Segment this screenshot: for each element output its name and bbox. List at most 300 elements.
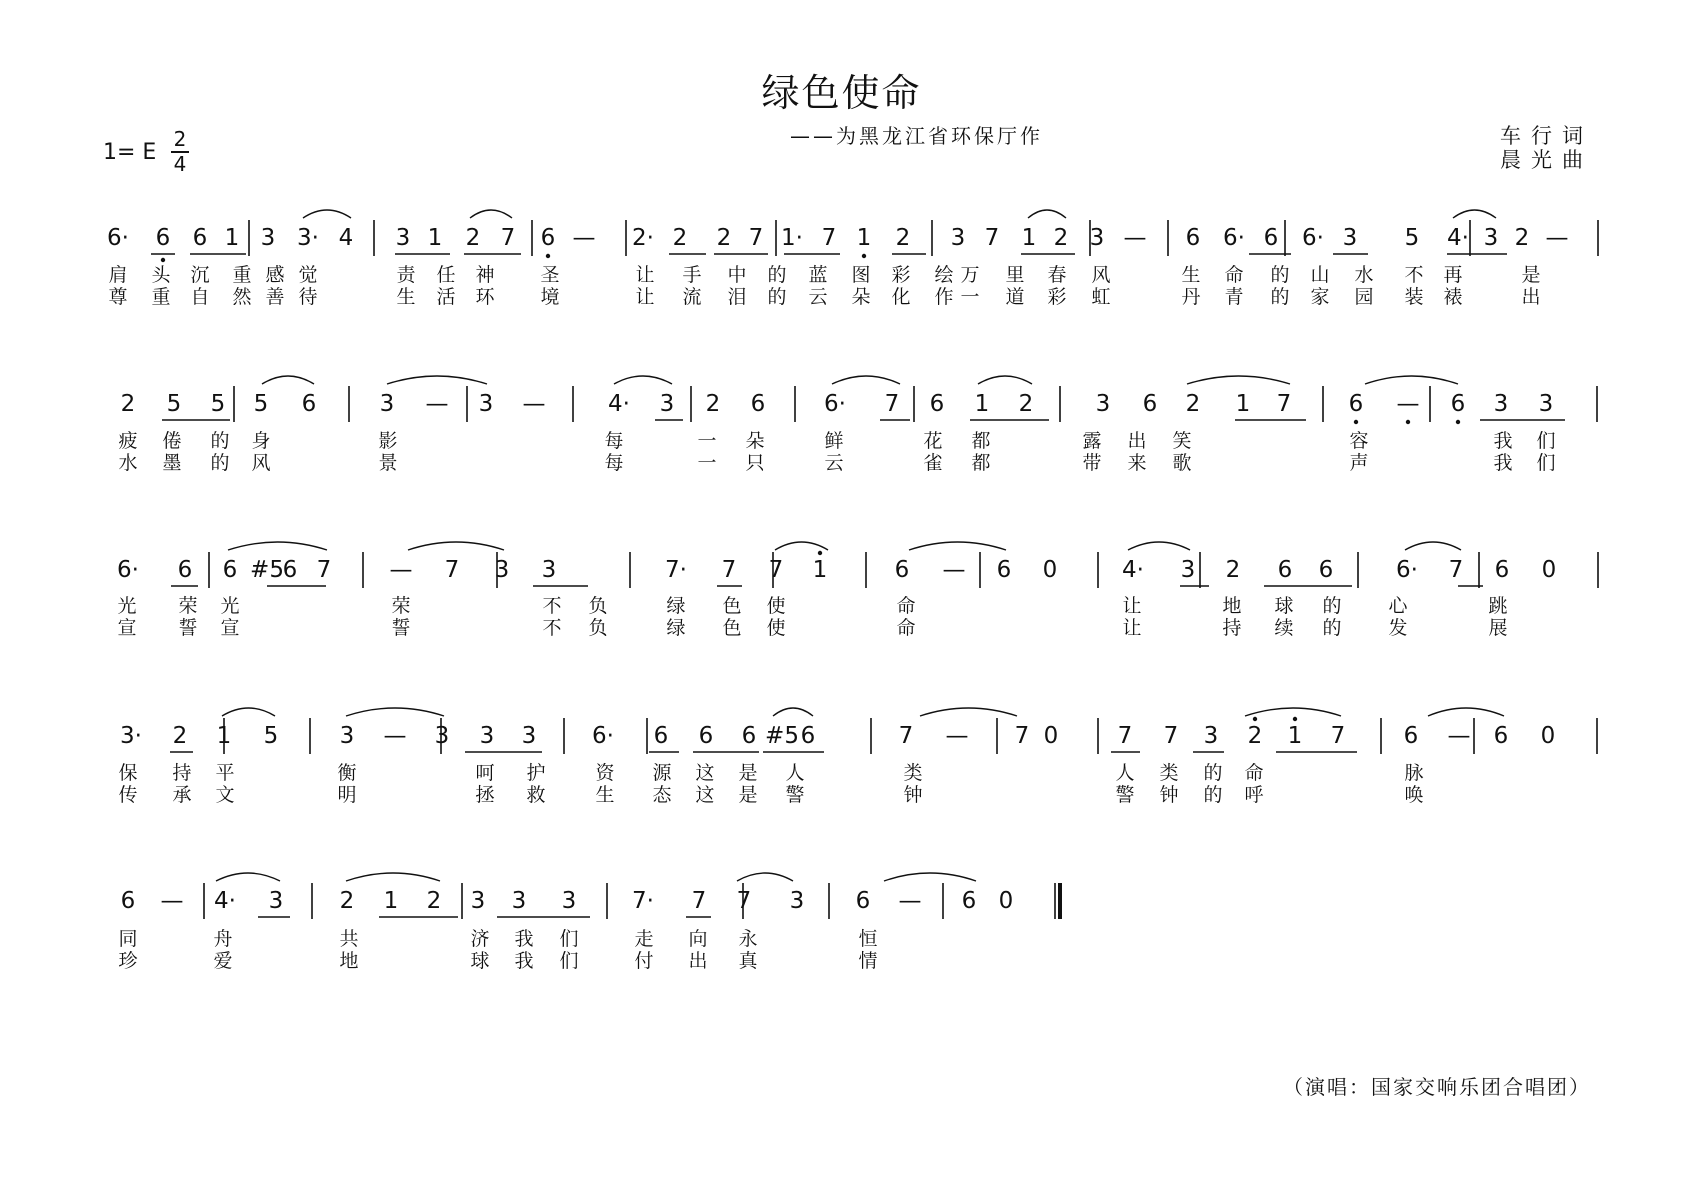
lyric-verse1: 每	[604, 430, 624, 452]
score-note: 6·	[107, 225, 129, 251]
lyric-verse1: 荣	[178, 595, 198, 617]
song-title: 绿色使命	[761, 71, 922, 115]
lyric-verse2: 虹	[1091, 286, 1111, 308]
score-note: 7	[1014, 723, 1030, 749]
slur	[920, 708, 1017, 716]
score-note: 1	[974, 391, 990, 417]
score-note: 7	[444, 557, 460, 583]
lyric-verse2: 誓	[391, 617, 411, 639]
score-note: 7	[1276, 391, 1292, 417]
slur	[1428, 708, 1504, 716]
score-note: 1	[812, 557, 828, 583]
lyric-verse1: 一	[697, 430, 717, 452]
score-note: 0	[1043, 723, 1059, 749]
score-note: 2	[465, 225, 481, 251]
score-note: 6	[155, 225, 171, 251]
lyric-verse1: 笑	[1172, 430, 1192, 452]
score-note: 2	[1053, 225, 1069, 251]
lyric-verse2: 出	[1521, 286, 1541, 308]
score-note: 3	[1483, 225, 1499, 251]
score-note: 6·	[592, 723, 614, 749]
score-note: 3	[1342, 225, 1358, 251]
lyric-verse2: 钟	[903, 784, 923, 806]
lyric-verse2: 的	[210, 452, 230, 474]
lyric-verse2: 尊	[108, 286, 128, 308]
lyric-verse1: 人	[1115, 762, 1135, 784]
score-note: 3	[268, 888, 284, 914]
lyric-verse1: 心	[1388, 595, 1408, 617]
lyric-verse2: 续	[1274, 617, 1294, 639]
lyric-verse1: 同	[118, 928, 138, 950]
slur	[1187, 376, 1290, 384]
lyric-verse2: 泪	[727, 286, 747, 308]
score-note: 3	[561, 888, 577, 914]
score-note: 6·	[1302, 225, 1324, 251]
lyric-verse2: 承	[172, 784, 192, 806]
slur	[832, 376, 900, 384]
slur	[228, 542, 327, 550]
score-note: 2	[1018, 391, 1034, 417]
score-note: 3	[1089, 225, 1105, 251]
score-note: 3	[659, 391, 675, 417]
lyric-verse2: 每	[604, 452, 624, 474]
lyric-verse2: 都	[971, 452, 991, 474]
slur	[216, 873, 280, 881]
lyric-verse1: 命	[896, 595, 916, 617]
lyric-verse1: 沉	[190, 264, 210, 286]
lyric-verse1: 保	[118, 762, 138, 784]
lyric-verse2: 负	[588, 617, 608, 639]
lyric-verse2: 球	[470, 950, 490, 972]
lyric-verse1: 疲	[118, 430, 138, 452]
score-note: 3	[339, 723, 355, 749]
lyric-verse1: 我	[514, 928, 534, 950]
lyric-verse1: 彩	[891, 264, 911, 286]
score-note: 7	[316, 557, 332, 583]
lyric-verse2: 雀	[923, 452, 943, 474]
slur	[222, 708, 275, 716]
score-note: 7	[736, 888, 752, 914]
score-note: 4·	[1447, 225, 1469, 251]
lyric-verse2: 让	[635, 286, 655, 308]
score-note: 2	[672, 225, 688, 251]
score-note: 2	[705, 391, 721, 417]
lyric-verse2: 们	[559, 950, 579, 972]
lyric-verse2: 地	[339, 950, 359, 972]
lyric-verse1: 是	[738, 762, 758, 784]
score-note: 0	[1541, 557, 1557, 583]
lyric-verse2: 让	[1122, 617, 1142, 639]
score-note: 7·	[665, 557, 687, 583]
score-note: 5	[166, 391, 182, 417]
high-octave-dot	[1253, 717, 1257, 721]
slur	[909, 542, 1006, 550]
lyric-verse1: 的	[1270, 264, 1290, 286]
lyric-verse2: 呼	[1244, 784, 1264, 806]
low-octave-dot	[161, 258, 165, 262]
score-note: —	[383, 723, 407, 749]
score-note: 1	[224, 225, 240, 251]
score-note: 6	[996, 557, 1012, 583]
lyric-verse1: 图	[851, 264, 871, 286]
lyric-verse1: 护	[526, 762, 546, 784]
lyric-verse2: 丹	[1181, 286, 1201, 308]
lyric-verse1: 让	[635, 264, 655, 286]
lyric-verse1: 不	[1404, 264, 1424, 286]
score-note: 3	[478, 391, 494, 417]
lyric-verse1: 花	[923, 430, 943, 452]
score-note: 6	[653, 723, 669, 749]
lyric-verse2: 墨	[162, 452, 182, 474]
score-note: 2	[1225, 557, 1241, 583]
score-note: 3·	[120, 723, 142, 749]
score-note: 7	[821, 225, 837, 251]
slur	[387, 376, 487, 384]
lyric-verse2: 歌	[1172, 452, 1192, 474]
lyric-verse2: 明	[337, 784, 357, 806]
score-note: 6	[1142, 391, 1158, 417]
lyric-verse2: 宣	[220, 617, 240, 639]
lyric-verse2: 景	[378, 452, 398, 474]
lyric-verse1: 肩	[108, 264, 128, 286]
lyric-verse1: 光	[220, 595, 240, 617]
lyric-verse1: 命	[1244, 762, 1264, 784]
lyric-verse2: 一	[960, 286, 980, 308]
lyric-verse1: 露	[1082, 430, 1102, 452]
lyric-verse2: 持	[1222, 617, 1242, 639]
lyric-verse1: 中	[727, 264, 747, 286]
score-note: 3	[395, 225, 411, 251]
lyric-verse2: 来	[1127, 452, 1147, 474]
lyric-verse2: 然	[232, 286, 252, 308]
lyric-verse2: 拯	[475, 784, 495, 806]
lyric-verse1: 向	[688, 928, 708, 950]
lyric-verse2: 裱	[1443, 286, 1463, 308]
lyric-verse1: 手	[682, 264, 702, 286]
lyric-verse1: 使	[766, 595, 786, 617]
lyric-verse2: 真	[738, 950, 758, 972]
lyric-verse1: 绿	[666, 595, 686, 617]
lyric-verse2: 唤	[1404, 784, 1424, 806]
score-note: 0	[998, 888, 1014, 914]
low-octave-dot	[1354, 420, 1358, 424]
low-octave-dot	[1456, 420, 1460, 424]
score-note: 3	[479, 723, 495, 749]
score-note: 3	[470, 888, 486, 914]
score-note: 6	[1494, 557, 1510, 583]
lyric-verse2: 们	[1536, 452, 1556, 474]
lyric-verse2: 流	[682, 286, 702, 308]
score-note: 3	[950, 225, 966, 251]
lyric-verse2: 发	[1388, 617, 1408, 639]
lyric-verse2: 道	[1005, 286, 1025, 308]
lyric-verse2: 只	[745, 452, 765, 474]
score-note: 6	[961, 888, 977, 914]
lyric-verse1: 资	[595, 762, 615, 784]
score-note: 3	[1095, 391, 1111, 417]
lyric-verse2: 付	[634, 950, 654, 972]
lyric-verse1: 出	[1127, 430, 1147, 452]
lyric-verse1: 走	[634, 928, 654, 950]
key-signature: 1= E	[103, 140, 157, 165]
score-note: 2	[120, 391, 136, 417]
lyric-verse1: 觉	[298, 264, 318, 286]
slur	[978, 376, 1032, 384]
lyric-verse2: 带	[1082, 452, 1102, 474]
lyric-verse1: 水	[1354, 264, 1374, 286]
lyric-verse1: 的	[767, 264, 787, 286]
lyric-verse1: 倦	[162, 430, 182, 452]
score-note: 1·	[781, 225, 803, 251]
lyric-verse2: 的	[767, 286, 787, 308]
lyric-verse2: 风	[251, 452, 271, 474]
lyric-verse1: 容	[1349, 430, 1369, 452]
lyric-verse2: 水	[118, 452, 138, 474]
lyric-verse2: 我	[1493, 452, 1513, 474]
score-note: 6·	[824, 391, 846, 417]
score-note: 2	[172, 723, 188, 749]
lyric-verse2: 文	[215, 784, 235, 806]
score-note: 1	[383, 888, 399, 914]
slur	[303, 210, 351, 218]
lyric-verse2: 活	[436, 286, 456, 308]
lyric-verse1: 责	[396, 264, 416, 286]
slur	[1128, 542, 1190, 550]
score-note: 7	[898, 723, 914, 749]
lyric-verse1: 这	[695, 762, 715, 784]
score-note: —	[1545, 225, 1569, 251]
lyric-verse2: 警	[1115, 784, 1135, 806]
score-note: 7	[1163, 723, 1179, 749]
lyric-verse1: 济	[470, 928, 490, 950]
score-note: 6	[1277, 557, 1293, 583]
score-note: 7	[721, 557, 737, 583]
score-note: 2	[1247, 723, 1263, 749]
lyric-verse1: 的	[210, 430, 230, 452]
lyric-verse2: 朵	[851, 286, 871, 308]
lyric-verse1: 朵	[745, 430, 765, 452]
lyric-verse2: 化	[891, 286, 911, 308]
score-note: 3	[434, 723, 450, 749]
score-note: —	[945, 723, 969, 749]
lyric-verse2: 的	[1270, 286, 1290, 308]
lyric-verse1: 风	[1091, 264, 1111, 286]
lyric-verse1: 恒	[858, 928, 878, 950]
song-subtitle: ——为黑龙江省环保厅作	[790, 124, 1043, 148]
lyric-verse1: 命	[1224, 264, 1244, 286]
score-note: 7	[1330, 723, 1346, 749]
score-note: —	[389, 557, 413, 583]
lyric-verse2: 善	[265, 286, 285, 308]
lyric-verse2: 态	[652, 784, 672, 806]
lyricist-credit: 车行词	[1500, 124, 1593, 148]
lyric-verse1: 万	[960, 264, 980, 286]
score-note: 2	[1514, 225, 1530, 251]
lyric-verse1: 蓝	[808, 264, 828, 286]
score-note: 6	[1263, 225, 1279, 251]
slur	[346, 873, 440, 881]
score-note: 3	[521, 723, 537, 749]
lyric-verse2: 待	[298, 286, 318, 308]
score-note: 3	[511, 888, 527, 914]
score-note: —	[160, 888, 184, 914]
lyric-verse2: 园	[1354, 286, 1374, 308]
lyric-verse1: 荣	[391, 595, 411, 617]
score-note: 6	[894, 557, 910, 583]
lyric-verse1: 衡	[337, 762, 357, 784]
lyric-verse1: 都	[971, 430, 991, 452]
lyric-verse1: 们	[1536, 430, 1556, 452]
lyric-verse1: 神	[475, 264, 495, 286]
score-note: 6	[177, 557, 193, 583]
score-note: —	[1396, 391, 1420, 417]
score-note: 6	[1348, 391, 1364, 417]
lyric-verse2: 生	[396, 286, 416, 308]
score-note: 6	[120, 888, 136, 914]
score-note: 6	[1403, 723, 1419, 749]
score-note: 6	[698, 723, 714, 749]
score-note: —	[425, 391, 449, 417]
score-note: 3	[1538, 391, 1554, 417]
lyric-verse2: 使	[766, 617, 786, 639]
lyric-verse1: 的	[1203, 762, 1223, 784]
score-note: 1	[427, 225, 443, 251]
score-note: 7	[1448, 557, 1464, 583]
lyric-verse2: 我	[514, 950, 534, 972]
lyric-verse1: 我	[1493, 430, 1513, 452]
lyric-verse2: 青	[1224, 286, 1244, 308]
lyric-verse1: 人	[785, 762, 805, 784]
score-note: 3·	[297, 225, 319, 251]
lyric-verse2: 云	[808, 286, 828, 308]
lyric-verse1: 再	[1443, 264, 1463, 286]
score-note: —	[898, 888, 922, 914]
score-note: 5	[253, 391, 269, 417]
score-note: 7	[884, 391, 900, 417]
lyric-verse1: 鲜	[824, 430, 844, 452]
lyric-verse2: 宣	[117, 617, 137, 639]
lyric-verse1: 身	[251, 430, 271, 452]
score-note: —	[522, 391, 546, 417]
performer-credit: （演唱：国家交响乐团合唱团）	[1283, 1075, 1591, 1099]
lyric-verse2: 出	[688, 950, 708, 972]
slur	[773, 708, 813, 716]
score-note: 3	[494, 557, 510, 583]
score-note: —	[942, 557, 966, 583]
lyric-verse2: 珍	[118, 950, 138, 972]
score-note: 7	[1117, 723, 1133, 749]
score-note: 1	[1287, 723, 1303, 749]
lyric-verse1: 山	[1310, 264, 1330, 286]
slur	[1028, 210, 1066, 218]
lyric-verse2: 一	[697, 452, 717, 474]
score-note: —	[1447, 723, 1471, 749]
score-note: 1	[1021, 225, 1037, 251]
lyric-verse2: 命	[896, 617, 916, 639]
lyric-verse1: 呵	[475, 762, 495, 784]
lyric-verse2: 传	[118, 784, 138, 806]
score-note: 6·	[117, 557, 139, 583]
score-note: 2	[339, 888, 355, 914]
lyric-verse1: 的	[1322, 595, 1342, 617]
low-octave-dot	[862, 254, 866, 258]
lyric-verse2: 作	[934, 286, 954, 308]
score-note: 6	[282, 557, 298, 583]
low-octave-dot	[546, 254, 550, 258]
score-note: 7	[748, 225, 764, 251]
lyric-verse2: 家	[1310, 286, 1330, 308]
score-note: 3	[1203, 723, 1219, 749]
lyric-verse2: 是	[738, 784, 758, 806]
lyric-verse1: 地	[1222, 595, 1242, 617]
score-note: 6	[222, 557, 238, 583]
slur	[737, 873, 793, 881]
lyric-verse1: 头	[151, 264, 171, 286]
lyric-verse1: 们	[559, 928, 579, 950]
lyric-verse1: 平	[215, 762, 235, 784]
slur	[1405, 542, 1461, 550]
lyric-verse2: 这	[695, 784, 715, 806]
lyric-verse1: 不	[542, 595, 562, 617]
score-note: 6	[1318, 557, 1334, 583]
lyric-verse2: 彩	[1047, 286, 1067, 308]
lyric-verse1: 光	[117, 595, 137, 617]
score-note: 6	[1185, 225, 1201, 251]
low-octave-dot	[1406, 420, 1410, 424]
composer-credit: 晨光曲	[1500, 148, 1593, 172]
lyric-verse1: 影	[378, 430, 398, 452]
slur	[346, 708, 444, 716]
lyric-verse1: 任	[436, 264, 456, 286]
score-note: #5	[765, 723, 799, 749]
score-note: 6	[741, 723, 757, 749]
score-note: #5	[250, 557, 284, 583]
score-note: 3	[260, 225, 276, 251]
slur	[1365, 376, 1458, 384]
score-note: 6	[800, 723, 816, 749]
lyric-verse2: 警	[785, 784, 805, 806]
lyric-verse1: 源	[652, 762, 672, 784]
lyric-verse2: 声	[1349, 452, 1369, 474]
lyric-verse2: 生	[595, 784, 615, 806]
score-note: 6	[750, 391, 766, 417]
score-note: 5	[210, 391, 226, 417]
lyric-verse1: 绘	[934, 264, 954, 286]
score-note: 1	[1235, 391, 1251, 417]
lyric-verse1: 里	[1005, 264, 1025, 286]
score-note: 1	[216, 723, 232, 749]
high-octave-dot	[1293, 717, 1297, 721]
lyric-verse2: 云	[824, 452, 844, 474]
lyric-verse2: 爱	[213, 950, 233, 972]
lyric-verse1: 舟	[213, 928, 233, 950]
lyric-verse2: 的	[1322, 617, 1342, 639]
slur	[262, 376, 314, 384]
lyric-verse2: 的	[1203, 784, 1223, 806]
lyric-verse1: 是	[1521, 264, 1541, 286]
lyric-verse1: 跳	[1488, 595, 1508, 617]
score-note: 0	[1540, 723, 1556, 749]
lyric-verse1: 永	[738, 928, 758, 950]
lyric-verse2: 境	[540, 286, 560, 308]
score-note: 3	[541, 557, 557, 583]
score-note: 4·	[608, 391, 630, 417]
score-note: —	[1123, 225, 1147, 251]
lyric-verse2: 展	[1488, 617, 1508, 639]
score-note: 4	[338, 225, 354, 251]
score-note: 6·	[1223, 225, 1245, 251]
score-note: 7·	[632, 888, 654, 914]
